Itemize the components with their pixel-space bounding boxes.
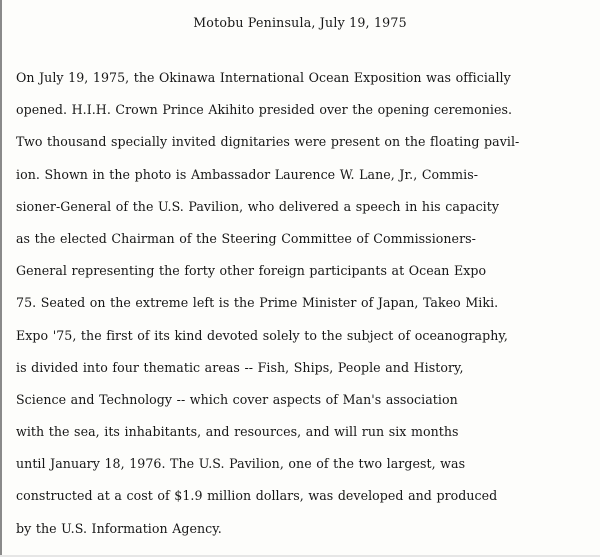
text-line: ion. Shown in the photo is Ambassador Laurence W. Lane, Jr., Commis-	[16, 166, 479, 182]
body-paragraph	[16, 62, 588, 545]
text-line: constructed at a cost of $1.9 million dollars, was developed and produced	[16, 488, 498, 504]
text-line: is divided into four thematic areas -- Fish, Ships, People and History,	[16, 359, 464, 375]
text-line: 75. Seated on the extreme left is the Prime Minister of Japan, Takeo Miki.	[16, 295, 499, 311]
text-line: Two thousand specially invited dignitaries were present on the floating pavil-	[16, 134, 520, 150]
text-line: as the elected Chairman of the Steering Committee of Commissioners-	[16, 230, 476, 246]
text-line: until January 18, 1976. The U.S. Pavilion, one of the two largest, was	[16, 456, 466, 472]
text-line: with the sea, its inhabitants, and resources, and will run six months	[16, 424, 459, 440]
text-line: by the U.S. Information Agency.	[16, 520, 222, 536]
text-line: sioner-General of the U.S. Pavilion, who delivered a speech in his capacity	[16, 198, 500, 214]
text-line: On July 19, 1975, the Okinawa International Ocean Exposition was officially	[16, 70, 511, 85]
text-line: Science and Technology -- which cover aspects of Man's association	[16, 391, 458, 407]
dateline: Motobu Peninsula, July 19, 1975	[193, 15, 407, 30]
text-line: General representing the forty other foreign participants at Ocean Expo	[16, 263, 487, 279]
text-line: opened. H.I.H. Crown Prince Akihito presided over the opening ceremonies.	[16, 102, 513, 118]
text-line: Expo '75, the first of its kind devoted solely to the subject of oceanography,	[16, 327, 508, 343]
page-edge-shadow	[0, 0, 2, 557]
